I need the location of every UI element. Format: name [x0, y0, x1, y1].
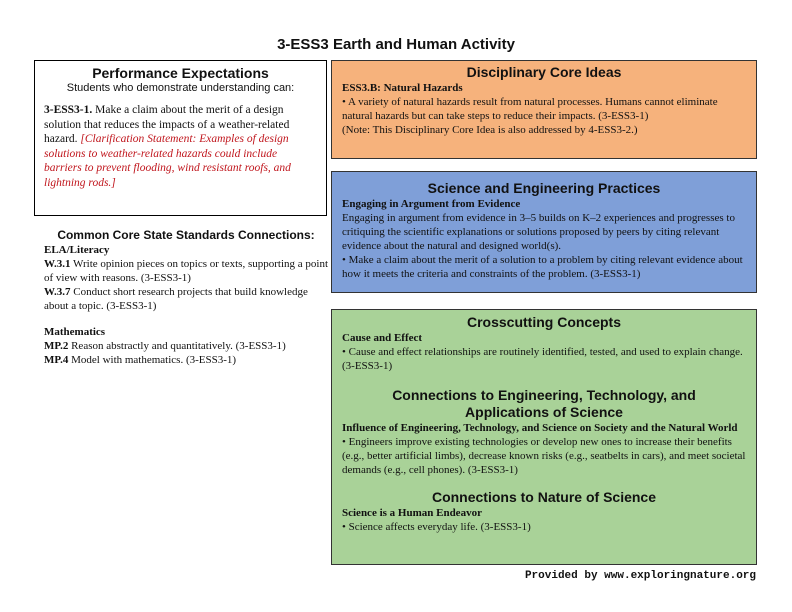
math-text: Reason abstractly and quantitatively. (3-ESS3-1)	[68, 340, 286, 352]
math-item	[44, 339, 328, 353]
common-core-section	[44, 228, 328, 367]
common-core-heading: Common Core State Standards Connections:	[57, 228, 315, 242]
ela-item	[44, 285, 328, 313]
math-code: MP.2	[44, 340, 69, 352]
nos-heading: Connections to Nature of Science	[431, 489, 657, 505]
performance-subheading: Students who demonstrate understanding can:	[66, 82, 295, 94]
ccc-heading: Crosscutting Concepts	[466, 314, 621, 330]
ets-text: • Engineers improve existing technologies or develop new ones to increase their benefits (e.g., better artificial limbs), decrease known risks (e.g., seatbelts in cars), and meet societal demands (e.g., cell phones). (3-ESS3-1)	[342, 436, 746, 476]
ela-code: W.3.1	[44, 258, 71, 270]
disciplinary-core-ideas-box	[331, 60, 757, 159]
performance-heading: Performance Expectations	[92, 65, 269, 81]
dci-subheading: ESS3.B: Natural Hazards	[342, 82, 463, 94]
page-title: 3-ESS3 Earth and Human Activity	[277, 36, 515, 53]
math-text: Model with mathematics. (3-ESS3-1)	[68, 354, 237, 366]
sep-heading: Science and Engineering Practices	[427, 180, 661, 196]
performance-expectations-box	[34, 60, 327, 216]
dci-text: • A variety of natural hazards result from natural processes. Humans cannot eliminate natural hazards but can take steps to reduce their impacts. (3-ESS3-1)	[342, 96, 718, 122]
ela-text: Conduct short research projects that build knowledge about a topic. (3-ESS3-1)	[44, 286, 308, 312]
sep-bullet: • Make a claim about the merit of a solution to a problem by citing relevant evidence about how it meets the criteria and constraints of the problem. (3-ESS3-1)	[342, 254, 743, 280]
dci-note: (Note: This Disciplinary Core Idea is also addressed by 4-ESS3-2.)	[342, 124, 638, 136]
ccc-text: • Cause and effect relationships are routinely identified, tested, and used to explain change. (3-ESS3-1)	[342, 346, 743, 372]
performance-code: 3-ESS3-1.	[44, 104, 93, 116]
dci-heading: Disciplinary Core Ideas	[466, 64, 622, 80]
clarification-statement: [Clarification Statement: Examples of design solutions to weather-related hazards could include barriers to prevent flooding, wind resistant roofs, and lightning rods.]	[44, 133, 291, 189]
sep-text: Engaging in argument from evidence in 3–5 builds on K–2 experiences and progresses to critiquing the scientific explanations or solutions proposed by peers by citing relevant evidence about the natural and designed world(s).	[342, 212, 735, 252]
science-engineering-practices-box	[331, 171, 757, 293]
nos-text: • Science affects everyday life. (3-ESS3-1)	[342, 521, 531, 533]
math-code: MP.4	[44, 354, 69, 366]
ela-item	[44, 257, 328, 285]
ets-subheading: Influence of Engineering, Technology, and Science on Society and the Natural World	[342, 422, 738, 434]
nos-subheading: Science is a Human Endeavor	[342, 507, 482, 519]
math-item	[44, 353, 328, 367]
ccc-subheading: Cause and Effect	[342, 332, 423, 344]
math-heading: Mathematics	[44, 326, 106, 338]
footer-credit: Provided by www.exploringnature.org	[524, 570, 756, 582]
ela-text: Write opinion pieces on topics or texts, supporting a point of view with reasons. (3-ESS3-1)	[44, 258, 329, 284]
performance-text: Make a claim about the merit of a design solution that reduces the impacts of a weather-related hazard.	[44, 104, 290, 145]
ets-heading: Connections to Engineering, Technology, and Applications of Science	[392, 387, 696, 420]
performance-statement	[44, 103, 317, 190]
crosscutting-concepts-box	[331, 309, 757, 565]
ela-heading: ELA/Literacy	[44, 244, 110, 256]
ela-code: W.3.7	[44, 286, 71, 298]
sep-subheading: Engaging in Argument from Evidence	[342, 198, 521, 210]
